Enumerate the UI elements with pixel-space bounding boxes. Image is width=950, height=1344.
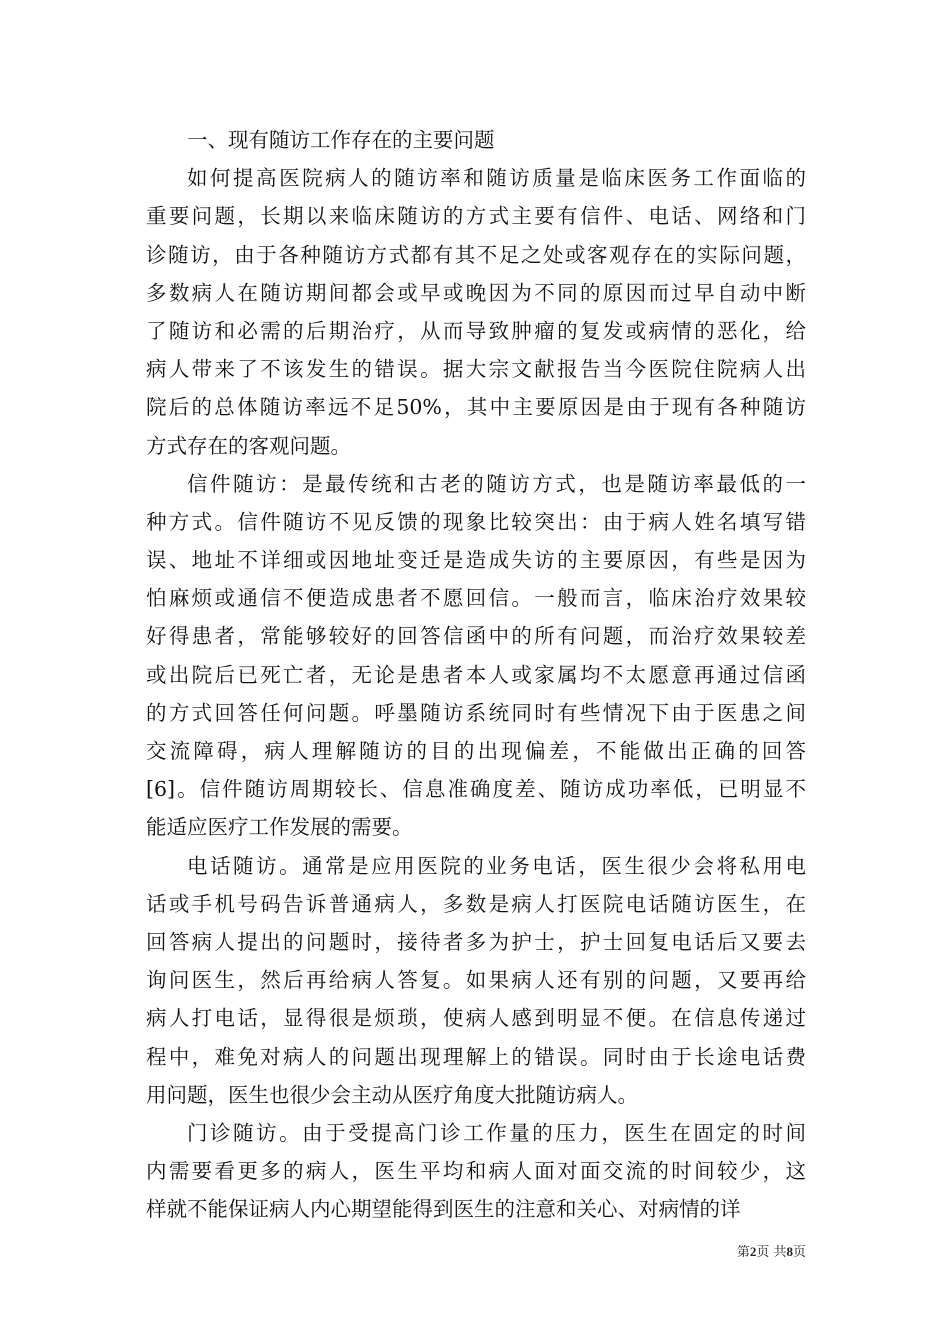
paragraph-line: 能适应医疗工作发展的需要。 [146, 815, 413, 840]
paragraph [146, 159, 806, 465]
paragraph-line: 询问医生，然后再给病人答复。如果病人还有别的问题，又要再给 [146, 968, 806, 993]
footer-suffix: 页 [792, 1245, 806, 1260]
paragraph-line: 内需要看更多的病人，医生平均和病人面对面交流的时间较少，这 [146, 1159, 806, 1184]
paragraph-line: 病人带来了不该发生的错误。据大宗文献报告当今医院住院病人出 [146, 357, 806, 382]
paragraph-line: 或出院后已死亡者，无论是患者本人或家属均不太愿意再通过信函 [146, 662, 806, 687]
paragraph-list [146, 159, 806, 1228]
page-footer [737, 1244, 806, 1261]
paragraph [146, 465, 806, 847]
paragraph-line: 诊随访，由于各种随访方式都有其不足之处或客观存在的实际问题， [146, 242, 806, 267]
footer-total-pages: 8 [786, 1244, 793, 1259]
footer-prefix: 第 [736, 1245, 750, 1260]
footer-page-number: 2 [749, 1244, 757, 1259]
paragraph-line: 误、地址不详细或因地址变迁是造成失访的主要原因，有些是因为 [146, 548, 806, 573]
paragraph-line: 交流障碍，病人理解随访的目的出现偏差，不能做出正确的回答 [146, 739, 806, 763]
paragraph-line: [6]。信件随访周期较长、信息准确度差、随访成功率低，已明显不 [146, 777, 806, 802]
paragraph-line: 用问题，医生也很少会主动从医疗角度大批随访病人。 [146, 1082, 638, 1107]
paragraph [146, 847, 806, 1114]
paragraph-line: 好得患者，常能够较好的回答信函中的所有问题，而治疗效果较差 [146, 624, 806, 649]
paragraph-line: 信件随访：是最传统和古老的随访方式，也是随访率最低的一 [187, 471, 806, 496]
paragraph-line: 电话随访。通常是应用医院的业务电话，医生很少会将私用电 [187, 853, 806, 878]
paragraph-line: 多数病人在随访期间都会或早或晚因为不同的原因而过早自动中断 [146, 280, 806, 305]
paragraph-line: 方式存在的客观问题。 [146, 433, 351, 458]
document-body [146, 121, 806, 1228]
paragraph-line: 病人打电话，显得很是烦琐，使病人感到明显不便。在信息传递过 [146, 1006, 806, 1031]
paragraph [146, 1114, 806, 1229]
paragraph-line: 程中，难免对病人的问题出现理解上的错误。同时由于长途电话费 [146, 1044, 806, 1069]
footer-middle: 页 共 [756, 1245, 787, 1260]
paragraph-line: 重要问题，长期以来临床随访的方式主要有信件、电话、网络和门 [146, 204, 806, 229]
section-heading: 一、现有随访工作存在的主要问题 [187, 128, 495, 152]
paragraph-line: 了随访和必需的后期治疗，从而导致肿瘤的复发或病情的恶化，给 [146, 318, 806, 343]
paragraph-line: 门诊随访。由于受提高门诊工作量的压力，医生在固定的时间 [187, 1120, 806, 1145]
paragraph-line: 样就不能保证病人内心期望能得到医生的注意和关心、对病情的详 [146, 1197, 741, 1222]
paragraph-line: 回答病人提出的问题时，接待者多为护士，护士回复电话后又要去 [146, 929, 806, 954]
paragraph-line: 院后的总体随访率远不足50%，其中主要原因是由于现有各种随访 [146, 395, 806, 420]
paragraph-line: 话或手机号码告诉普通病人，多数是病人打医院电话随访医生，在 [146, 891, 806, 916]
paragraph-line: 的方式回答任何问题。呼墨随访系统同时有些情况下由于医患之间 [146, 700, 806, 725]
paragraph-line: 种方式。信件随访不见反馈的现象比较突出：由于病人姓名填写错 [146, 509, 806, 534]
paragraph-line: 怕麻烦或通信不便造成患者不愿回信。一般而言，临床治疗效果较 [146, 586, 806, 611]
paragraph-line: 如何提高医院病人的随访率和随访质量是临床医务工作面临的 [187, 166, 806, 191]
